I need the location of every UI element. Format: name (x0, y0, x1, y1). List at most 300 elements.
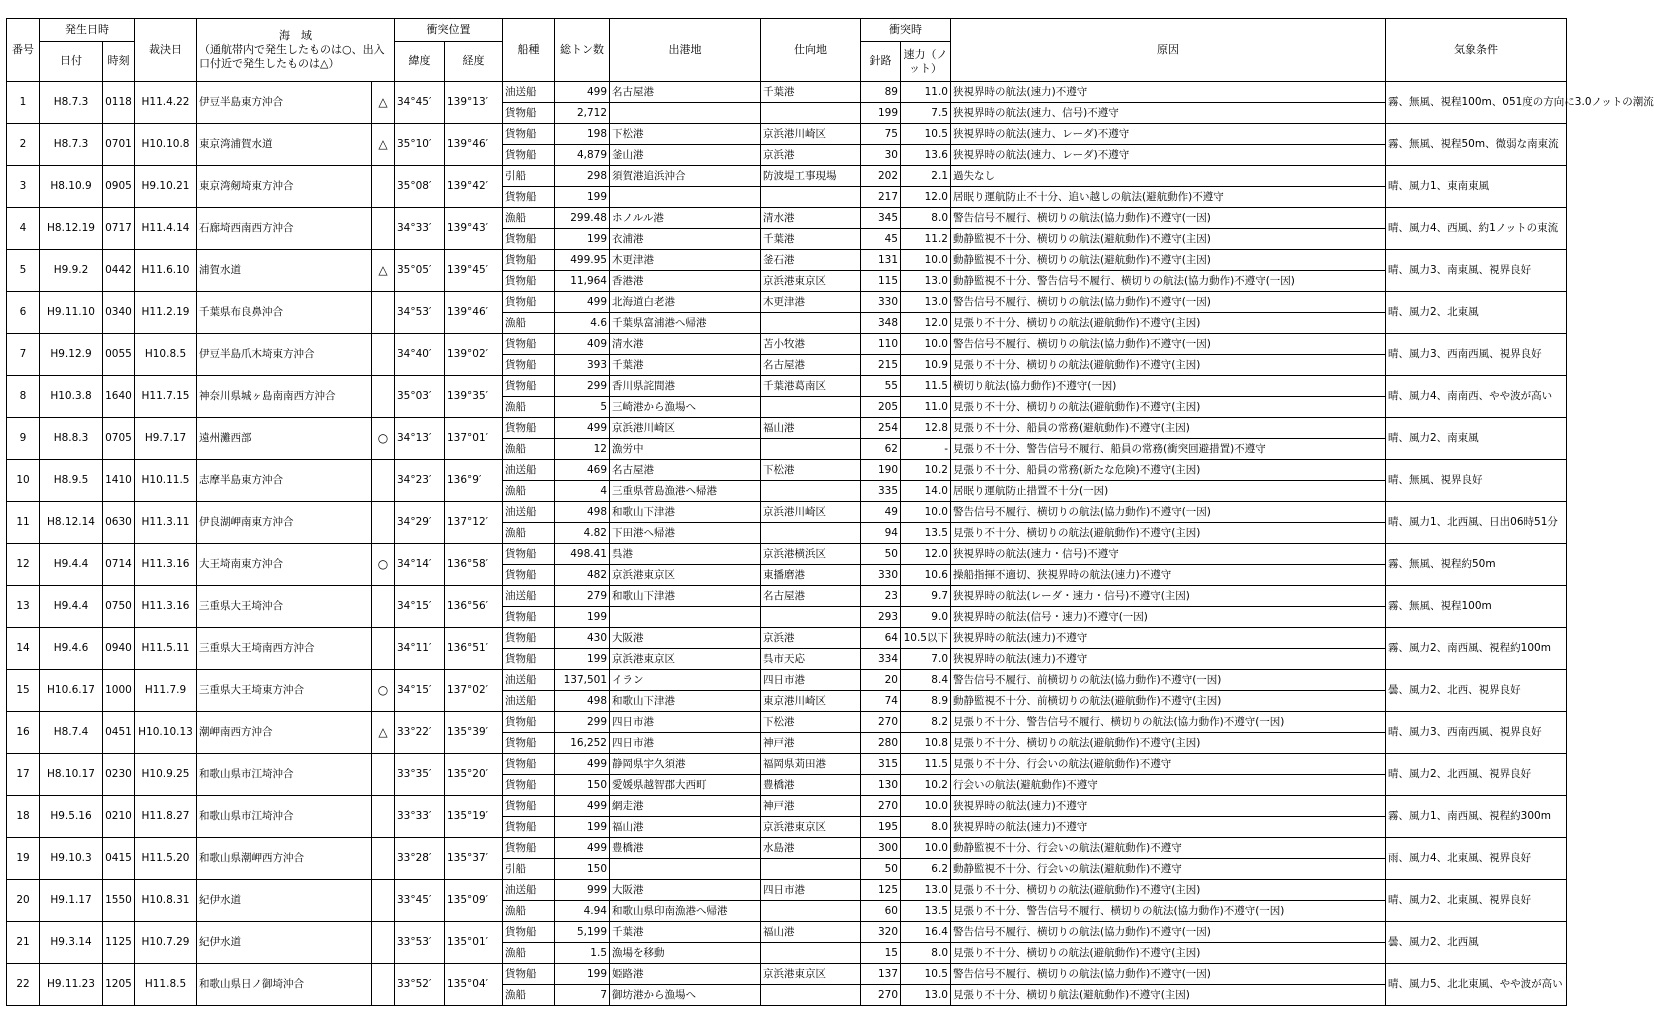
incident-date: H8.7.3 (40, 82, 103, 124)
speed-value: 8.2 (901, 712, 951, 733)
cause-text: 警告信号不履行、横切りの航法(協力動作)不遵守(一因) (951, 334, 1386, 355)
gross-tonnage: 298 (555, 166, 610, 187)
cause-text: 見張り不十分、警告信号不履行、横切りの航法(協力動作)不遵守(一因) (951, 901, 1386, 922)
destination-port: 木更津港 (761, 292, 861, 313)
incident-date: H9.10.3 (40, 838, 103, 880)
latitude: 34°45′ (395, 82, 445, 124)
incident-verdict: H10.9.25 (135, 754, 197, 796)
ship-type: 油送船 (503, 691, 555, 712)
destination-port: 四日市港 (761, 670, 861, 691)
departure-port: 衣浦港 (610, 229, 761, 250)
traffic-mark (372, 838, 395, 880)
course-value: 270 (861, 985, 901, 1006)
course-value: 20 (861, 670, 901, 691)
cause-text: 動静監視不十分、警告信号不履行、横切りの航法(協力動作)不遵守(一因) (951, 271, 1386, 292)
latitude: 35°08′ (395, 166, 445, 208)
incident-time: 0442 (103, 250, 135, 292)
incident-date: H9.9.2 (40, 250, 103, 292)
weather-conditions: 晴、風力5、北北東風、やや波が高い (1386, 964, 1567, 1006)
traffic-mark (372, 334, 395, 376)
longitude: 136°58′ (445, 544, 503, 586)
incident-date: H8.12.19 (40, 208, 103, 250)
departure-port: 福山港 (610, 817, 761, 838)
incident-verdict: H11.5.11 (135, 628, 197, 670)
destination-port: 豊橋港 (761, 775, 861, 796)
table-header (7, 19, 1567, 82)
speed-value: 10.0 (901, 796, 951, 817)
incident-time: 1640 (103, 376, 135, 418)
cause-text: 見張り不十分、横切りの航法(避航動作)不遵守(主因) (951, 523, 1386, 544)
weather-conditions: 晴、風力2、南東風 (1386, 418, 1567, 460)
longitude: 135°09′ (445, 880, 503, 922)
destination-port: 京浜港 (761, 145, 861, 166)
departure-port: 御坊港から漁場へ (610, 985, 761, 1006)
gross-tonnage: 999 (555, 880, 610, 901)
cause-text: 見張り不十分、横切りの航法(避航動作)不遵守(主因) (951, 313, 1386, 334)
cause-text: 横切り航法(協力動作)不遵守(一因) (951, 376, 1386, 397)
table-row (7, 712, 1567, 733)
ship-type: 引船 (503, 859, 555, 880)
speed-value: 8.9 (901, 691, 951, 712)
departure-port: ホノルル港 (610, 208, 761, 229)
weather-conditions: 晴、風力3、西南西風、視界良好 (1386, 334, 1567, 376)
gross-tonnage: 4.6 (555, 313, 610, 334)
incident-verdict: H11.8.5 (135, 964, 197, 1006)
table-row (7, 460, 1567, 481)
cause-text: 見張り不十分、横切りの航法(避航動作)不遵守(主因) (951, 355, 1386, 376)
table-row (7, 838, 1567, 859)
header-verdict: 裁決日 (135, 19, 197, 82)
ship-type: 貨物船 (503, 817, 555, 838)
gross-tonnage: 279 (555, 586, 610, 607)
departure-port: 四日市港 (610, 733, 761, 754)
incident-no: 11 (7, 502, 40, 544)
speed-value: 11.5 (901, 376, 951, 397)
longitude: 137°02′ (445, 670, 503, 712)
cause-text: 狭視界時の航法(速力・信号)不遵守 (951, 544, 1386, 565)
traffic-mark (372, 628, 395, 670)
departure-port: 京浜港東京区 (610, 565, 761, 586)
latitude: 33°33′ (395, 796, 445, 838)
departure-port: 千葉県富浦港へ帰港 (610, 313, 761, 334)
course-value: 89 (861, 82, 901, 103)
speed-value: 10.5 (901, 964, 951, 985)
table-row (7, 376, 1567, 397)
speed-value: 8.0 (901, 943, 951, 964)
incident-verdict: H10.8.31 (135, 880, 197, 922)
weather-conditions: 晴、風力3、西南西風、視界良好 (1386, 712, 1567, 754)
ship-type: 漁船 (503, 439, 555, 460)
traffic-mark: △ (372, 124, 395, 166)
departure-port: 和歌山県印南漁港へ帰港 (610, 901, 761, 922)
weather-conditions: 晴、風力1、東南東風 (1386, 166, 1567, 208)
gross-tonnage: 199 (555, 964, 610, 985)
header-date: 日付 (40, 42, 103, 82)
traffic-mark: △ (372, 250, 395, 292)
incident-area: 伊豆半島爪木埼東方沖合 (197, 334, 372, 376)
gross-tonnage: 199 (555, 187, 610, 208)
gross-tonnage: 430 (555, 628, 610, 649)
ship-type: 漁船 (503, 481, 555, 502)
destination-port: 福山港 (761, 418, 861, 439)
incident-date: H9.11.10 (40, 292, 103, 334)
cause-text: 居眠り運航防止不十分、追い越しの航法(避航動作)不遵守 (951, 187, 1386, 208)
cause-text: 見張り不十分、横切り航法(避航動作)不遵守(主因) (951, 985, 1386, 1006)
gross-tonnage: 499.95 (555, 250, 610, 271)
weather-conditions: 霧、無風、視程50m、微弱な南東流 (1386, 124, 1567, 166)
destination-port: 苫小牧港 (761, 334, 861, 355)
course-value: 130 (861, 775, 901, 796)
gross-tonnage: 16,252 (555, 733, 610, 754)
departure-port: 漁場を移動 (610, 943, 761, 964)
header-course: 針路 (861, 42, 901, 82)
departure-port: 三重県菅島漁港へ帰港 (610, 481, 761, 502)
table-row (7, 292, 1567, 313)
header-datetime: 発生日時 (40, 19, 135, 42)
ship-type: 貨物船 (503, 355, 555, 376)
course-value: 125 (861, 880, 901, 901)
gross-tonnage: 199 (555, 649, 610, 670)
speed-value: 10.2 (901, 460, 951, 481)
table-row (7, 124, 1567, 145)
speed-value: 12.0 (901, 313, 951, 334)
ship-type: 漁船 (503, 943, 555, 964)
traffic-mark (372, 376, 395, 418)
incident-verdict: H11.3.16 (135, 544, 197, 586)
longitude: 139°42′ (445, 166, 503, 208)
destination-port: 京浜港東京区 (761, 271, 861, 292)
incident-area: 東京湾剱埼東方沖合 (197, 166, 372, 208)
gross-tonnage: 137,501 (555, 670, 610, 691)
ship-type: 貨物船 (503, 124, 555, 145)
cause-text: 動静監視不十分、行会いの航法(避航動作)不遵守 (951, 838, 1386, 859)
departure-port: 呉港 (610, 544, 761, 565)
incident-time: 0750 (103, 586, 135, 628)
speed-value: 11.2 (901, 229, 951, 250)
latitude: 33°35′ (395, 754, 445, 796)
course-value: 137 (861, 964, 901, 985)
destination-port (761, 985, 861, 1006)
speed-value: 13.0 (901, 292, 951, 313)
weather-conditions: 晴、風力3、南東風、視界良好 (1386, 250, 1567, 292)
table-row (7, 334, 1567, 355)
incident-area: 潮岬南西方沖合 (197, 712, 372, 754)
destination-port: 千葉港 (761, 229, 861, 250)
traffic-mark (372, 502, 395, 544)
incident-date: H8.9.5 (40, 460, 103, 502)
longitude: 135°04′ (445, 964, 503, 1006)
cause-text: 狭視界時の航法(レーダ・速力・信号)不遵守(主因) (951, 586, 1386, 607)
incident-time: 0451 (103, 712, 135, 754)
ship-type: 油送船 (503, 880, 555, 901)
cause-text: 見張り不十分、横切りの航法(避航動作)不遵守(主因) (951, 397, 1386, 418)
incident-no: 19 (7, 838, 40, 880)
cause-text: 動静監視不十分、横切りの航法(避航動作)不遵守(主因) (951, 229, 1386, 250)
incident-area: 志摩半島東方沖合 (197, 460, 372, 502)
incident-date: H8.7.3 (40, 124, 103, 166)
speed-value: 12.0 (901, 187, 951, 208)
course-value: 330 (861, 292, 901, 313)
weather-conditions: 霧、無風、視程約50m (1386, 544, 1567, 586)
speed-value: 16.4 (901, 922, 951, 943)
gross-tonnage: 4,879 (555, 145, 610, 166)
cause-text: 見張り不十分、横切りの航法(避航動作)不遵守(主因) (951, 880, 1386, 901)
speed-value: 13.0 (901, 271, 951, 292)
cause-text: 操船指揮不適切、狭視界時の航法(速力)不遵守 (951, 565, 1386, 586)
header-lon: 経度 (445, 42, 503, 82)
incident-no: 9 (7, 418, 40, 460)
cause-text: 動静監視不十分、行会いの航法(避航動作)不遵守 (951, 859, 1386, 880)
table-body (7, 82, 1654, 1006)
destination-port (761, 103, 861, 124)
latitude: 33°28′ (395, 838, 445, 880)
incident-verdict: H11.7.9 (135, 670, 197, 712)
course-value: 30 (861, 145, 901, 166)
latitude: 34°14′ (395, 544, 445, 586)
course-value: 315 (861, 754, 901, 775)
table-row (7, 964, 1567, 985)
longitude: 139°02′ (445, 334, 503, 376)
cause-text: 見張り不十分、横切りの航法(避航動作)不遵守(主因) (951, 943, 1386, 964)
cause-text: 警告信号不履行、横切りの航法(協力動作)不遵守(一因) (951, 922, 1386, 943)
latitude: 34°15′ (395, 670, 445, 712)
collision-table (6, 18, 1654, 1006)
gross-tonnage: 498 (555, 502, 610, 523)
incident-time: 0210 (103, 796, 135, 838)
course-value: 205 (861, 397, 901, 418)
ship-type: 貨物船 (503, 376, 555, 397)
incident-verdict: H11.8.27 (135, 796, 197, 838)
traffic-mark (372, 922, 395, 964)
ship-type: 油送船 (503, 502, 555, 523)
speed-value: 11.0 (901, 397, 951, 418)
course-value: 348 (861, 313, 901, 334)
gross-tonnage: 7 (555, 985, 610, 1006)
header-no: 番号 (7, 19, 40, 82)
speed-value: 11.5 (901, 754, 951, 775)
speed-value: 6.2 (901, 859, 951, 880)
gross-tonnage: 4.82 (555, 523, 610, 544)
departure-port: 漁労中 (610, 439, 761, 460)
incident-area: 千葉県布良鼻沖合 (197, 292, 372, 334)
course-value: 131 (861, 250, 901, 271)
gross-tonnage: 299.48 (555, 208, 610, 229)
weather-conditions: 曇、風力2、北西風 (1386, 922, 1567, 964)
course-value: 335 (861, 481, 901, 502)
incident-area: 伊豆半島東方沖合 (197, 82, 372, 124)
ship-type: 貨物船 (503, 964, 555, 985)
table-row (7, 670, 1567, 691)
latitude: 34°11′ (395, 628, 445, 670)
departure-port (610, 103, 761, 124)
departure-port: 京浜港東京区 (610, 649, 761, 670)
destination-port (761, 481, 861, 502)
gross-tonnage: 409 (555, 334, 610, 355)
latitude: 33°22′ (395, 712, 445, 754)
departure-port: 香川県詫間港 (610, 376, 761, 397)
departure-port: 四日市港 (610, 712, 761, 733)
departure-port: 下松港 (610, 124, 761, 145)
course-value: 62 (861, 439, 901, 460)
table-row (7, 208, 1567, 229)
header-at-collision: 衝突時 (861, 19, 951, 42)
course-value: 320 (861, 922, 901, 943)
destination-port: 名古屋港 (761, 355, 861, 376)
incident-verdict: H10.11.5 (135, 460, 197, 502)
gross-tonnage: 199 (555, 817, 610, 838)
speed-value: 10.2 (901, 775, 951, 796)
incident-time: 1125 (103, 922, 135, 964)
destination-port: 神戸港 (761, 733, 861, 754)
course-value: 199 (861, 103, 901, 124)
departure-port: 名古屋港 (610, 460, 761, 481)
incident-verdict: H11.4.22 (135, 82, 197, 124)
incident-no: 20 (7, 880, 40, 922)
destination-port: 四日市港 (761, 880, 861, 901)
speed-value: 10.6 (901, 565, 951, 586)
destination-port: 下松港 (761, 460, 861, 481)
cause-text: 警告信号不履行、横切りの航法(協力動作)不遵守(一因) (951, 964, 1386, 985)
longitude: 136°9′ (445, 460, 503, 502)
course-value: 254 (861, 418, 901, 439)
header-departure: 出港地 (610, 19, 761, 82)
destination-port: 神戸港 (761, 796, 861, 817)
incident-date: H8.10.17 (40, 754, 103, 796)
traffic-mark (372, 796, 395, 838)
incident-time: 0230 (103, 754, 135, 796)
incident-date: H10.6.17 (40, 670, 103, 712)
header-area-note: （通航帯内で発生したものは○、出入口付近で発生したものは△） (199, 42, 385, 71)
gross-tonnage: 150 (555, 775, 610, 796)
traffic-mark (372, 460, 395, 502)
ship-type: 貨物船 (503, 103, 555, 124)
incident-time: 1410 (103, 460, 135, 502)
departure-port: 大阪港 (610, 628, 761, 649)
gross-tonnage: 4.94 (555, 901, 610, 922)
incident-verdict: H9.10.21 (135, 166, 197, 208)
ship-type: 貨物船 (503, 229, 555, 250)
ship-type: 漁船 (503, 397, 555, 418)
course-value: 49 (861, 502, 901, 523)
latitude: 34°29′ (395, 502, 445, 544)
traffic-mark (372, 586, 395, 628)
table-row (7, 544, 1567, 565)
departure-port: 北海道白老港 (610, 292, 761, 313)
destination-port: 東京港川崎区 (761, 691, 861, 712)
course-value: 195 (861, 817, 901, 838)
destination-port (761, 859, 861, 880)
course-value: 50 (861, 859, 901, 880)
incident-time: 1000 (103, 670, 135, 712)
longitude: 135°01′ (445, 922, 503, 964)
destination-port: 京浜港川崎区 (761, 124, 861, 145)
destination-port: 清水港 (761, 208, 861, 229)
speed-value: 9.7 (901, 586, 951, 607)
traffic-mark: ○ (372, 670, 395, 712)
traffic-mark (372, 292, 395, 334)
ship-type: 貨物船 (503, 796, 555, 817)
ship-type: 貨物船 (503, 334, 555, 355)
incident-time: 1550 (103, 880, 135, 922)
weather-conditions: 晴、風力2、北東風、視界良好 (1386, 880, 1567, 922)
traffic-mark: ○ (372, 418, 395, 460)
course-value: 202 (861, 166, 901, 187)
latitude: 34°53′ (395, 292, 445, 334)
incident-date: H9.4.4 (40, 544, 103, 586)
speed-value: 11.0 (901, 82, 951, 103)
speed-value: 10.5 (901, 124, 951, 145)
departure-port: 和歌山下津港 (610, 502, 761, 523)
departure-port: 木更津港 (610, 250, 761, 271)
ship-type: 貨物船 (503, 628, 555, 649)
longitude: 135°39′ (445, 712, 503, 754)
departure-port: 京浜港川崎区 (610, 418, 761, 439)
speed-value: 13.5 (901, 901, 951, 922)
header-destination: 仕向地 (761, 19, 861, 82)
incident-date: H9.3.14 (40, 922, 103, 964)
destination-port (761, 901, 861, 922)
destination-port: 京浜港横浜区 (761, 544, 861, 565)
incident-area: 東京湾浦賀水道 (197, 124, 372, 166)
longitude: 139°35′ (445, 376, 503, 418)
ship-type: 貨物船 (503, 754, 555, 775)
weather-conditions: 晴、風力2、北東風 (1386, 292, 1567, 334)
ship-type: 貨物船 (503, 922, 555, 943)
gross-tonnage: 199 (555, 229, 610, 250)
course-value: 300 (861, 838, 901, 859)
table-row (7, 754, 1567, 775)
incident-time: 0701 (103, 124, 135, 166)
latitude: 34°33′ (395, 208, 445, 250)
destination-port: 京浜港 (761, 628, 861, 649)
incident-time: 0055 (103, 334, 135, 376)
incident-no: 15 (7, 670, 40, 712)
destination-port: 釜石港 (761, 250, 861, 271)
incident-date: H9.12.9 (40, 334, 103, 376)
incident-verdict: H11.2.19 (135, 292, 197, 334)
header-lat: 緯度 (395, 42, 445, 82)
longitude: 137°12′ (445, 502, 503, 544)
incident-area: 神奈川県城ヶ島南南西方沖合 (197, 376, 372, 418)
ship-type: 貨物船 (503, 271, 555, 292)
latitude: 34°15′ (395, 586, 445, 628)
weather-conditions: 霧、風力1、南西風、視程約300m (1386, 796, 1567, 838)
incident-time: 0630 (103, 502, 135, 544)
table-row (7, 418, 1567, 439)
incident-time: 0118 (103, 82, 135, 124)
ship-type: 貨物船 (503, 733, 555, 754)
incident-time: 0705 (103, 418, 135, 460)
incident-time: 0340 (103, 292, 135, 334)
header-tonnage: 総トン数 (555, 19, 610, 82)
longitude: 139°45′ (445, 250, 503, 292)
cause-text: 動静監視不十分、横切りの航法(避航動作)不遵守(主因) (951, 250, 1386, 271)
departure-port: 豊橋港 (610, 838, 761, 859)
ship-type: 引船 (503, 166, 555, 187)
ship-type: 貨物船 (503, 145, 555, 166)
gross-tonnage: 498 (555, 691, 610, 712)
cause-text: 見張り不十分、船員の常務(新たな危険)不遵守(主因) (951, 460, 1386, 481)
latitude: 34°40′ (395, 334, 445, 376)
gross-tonnage: 499 (555, 754, 610, 775)
speed-value: 7.0 (901, 649, 951, 670)
speed-value: 10.0 (901, 838, 951, 859)
course-value: 115 (861, 271, 901, 292)
incident-date: H8.8.3 (40, 418, 103, 460)
incident-area: 浦賀水道 (197, 250, 372, 292)
traffic-mark (372, 964, 395, 1006)
destination-port: 福岡県苅田港 (761, 754, 861, 775)
